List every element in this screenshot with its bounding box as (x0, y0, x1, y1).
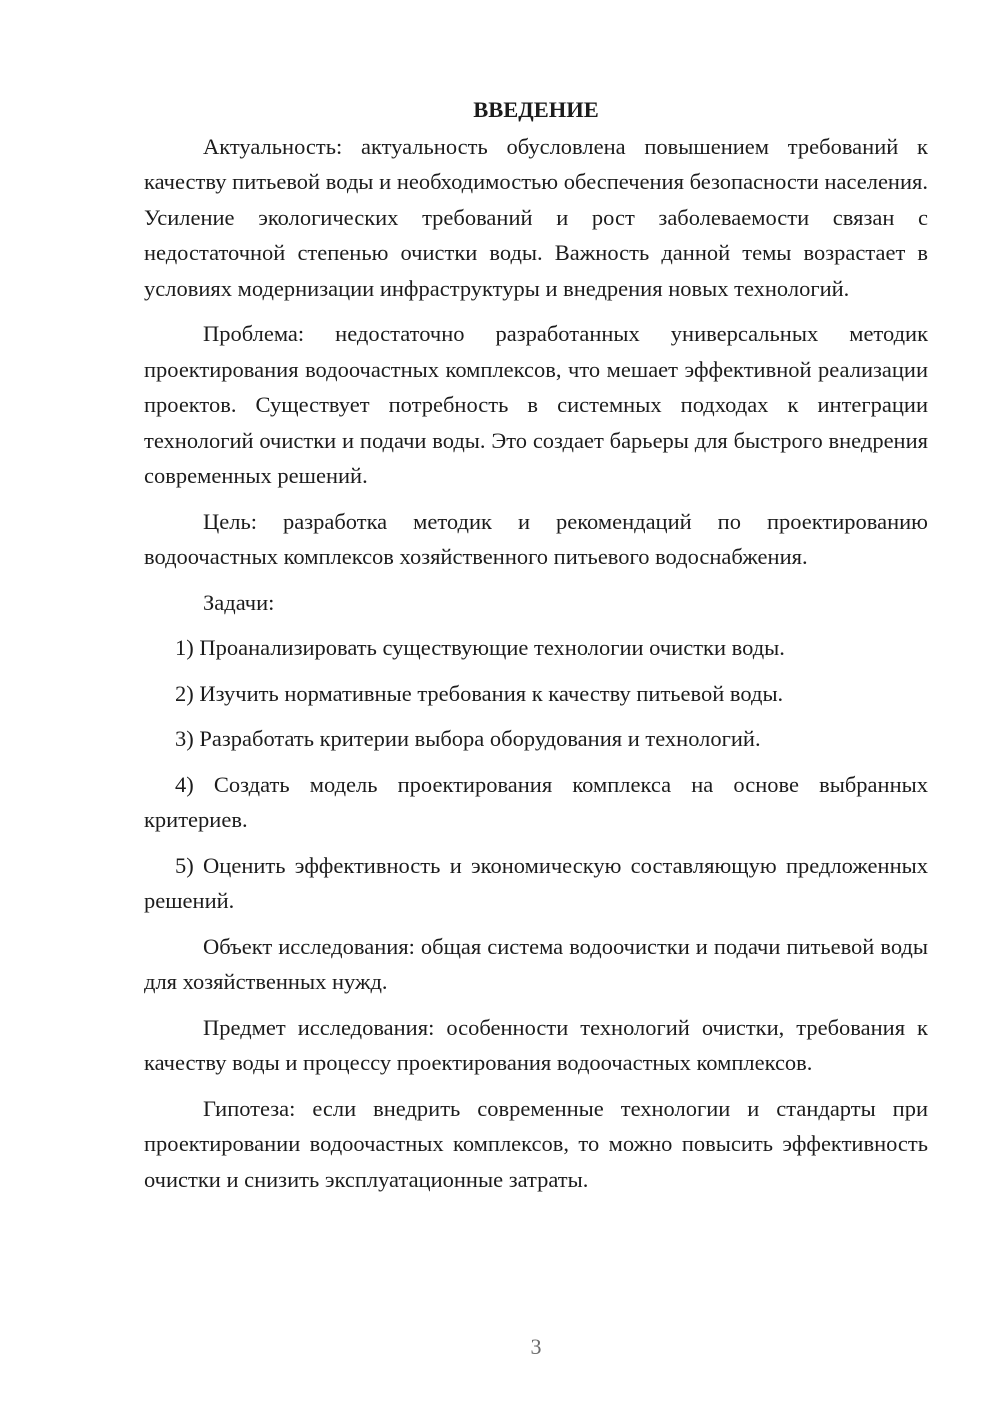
paragraph-goal: Цель: разработка методик и рекомендаций по проектированию водоочастных комплексов хозяйственного питьевого водоснабжения. (144, 508, 928, 569)
tasks-heading: Задачи: (203, 589, 275, 615)
paragraph-relevance: Актуальность: актуальность обусловлена повышением требований к качеству питьевой воды и необходимостью обеспечения безопасности населения. Усиление экологических требований и рост заболеваемости связан с недостаточной степенью очистки воды. Важность данной темы возрастает в условиях модернизации инфраструктуры и внедрения новых технологий. (144, 133, 928, 301)
task-item-1: 1) Проанализировать существующие технологии очистки воды. (175, 635, 785, 660)
page-content (144, 92, 928, 1207)
page-number: 3 (530, 1334, 542, 1359)
paragraph-subject: Предмет исследования: особенности технологий очистки, требования к качеству воды и процессу проектирования водоочастных комплексов. (144, 1014, 928, 1075)
paragraph-hypothesis: Гипотеза: если внедрить современные технологии и стандарты при проектировании водоочастных комплексов, то можно повысить эффективность очистки и снизить эксплуатационные затраты. (144, 1095, 928, 1192)
task-item-3: 3) Разработать критерии выбора оборудования и технологий. (175, 726, 761, 751)
task-item-5: 5) Оценить эффективность и экономическую составляющую предложенных решений. (144, 852, 928, 913)
paragraph-problem: Проблема: недостаточно разработанных универсальных методик проектирования водоочастных комплексов, что мешает эффективной реализации проектов. Существует потребность в системных подходах к интеграции технологий очистки и подачи воды. Это создает барьеры для быстрого внедрения современных решений. (144, 321, 928, 488)
task-item-2: 2) Изучить нормативные требования к качеству питьевой воды. (175, 680, 784, 706)
paragraph-object: Объект исследования: общая система водоочистки и подачи питьевой воды для хозяйственных нужд. (144, 933, 928, 994)
page-title: ВВЕДЕНИЕ (473, 97, 599, 122)
task-item-4: 4) Создать модель проектирования комплекса на основе выбранных критериев. (144, 771, 928, 832)
